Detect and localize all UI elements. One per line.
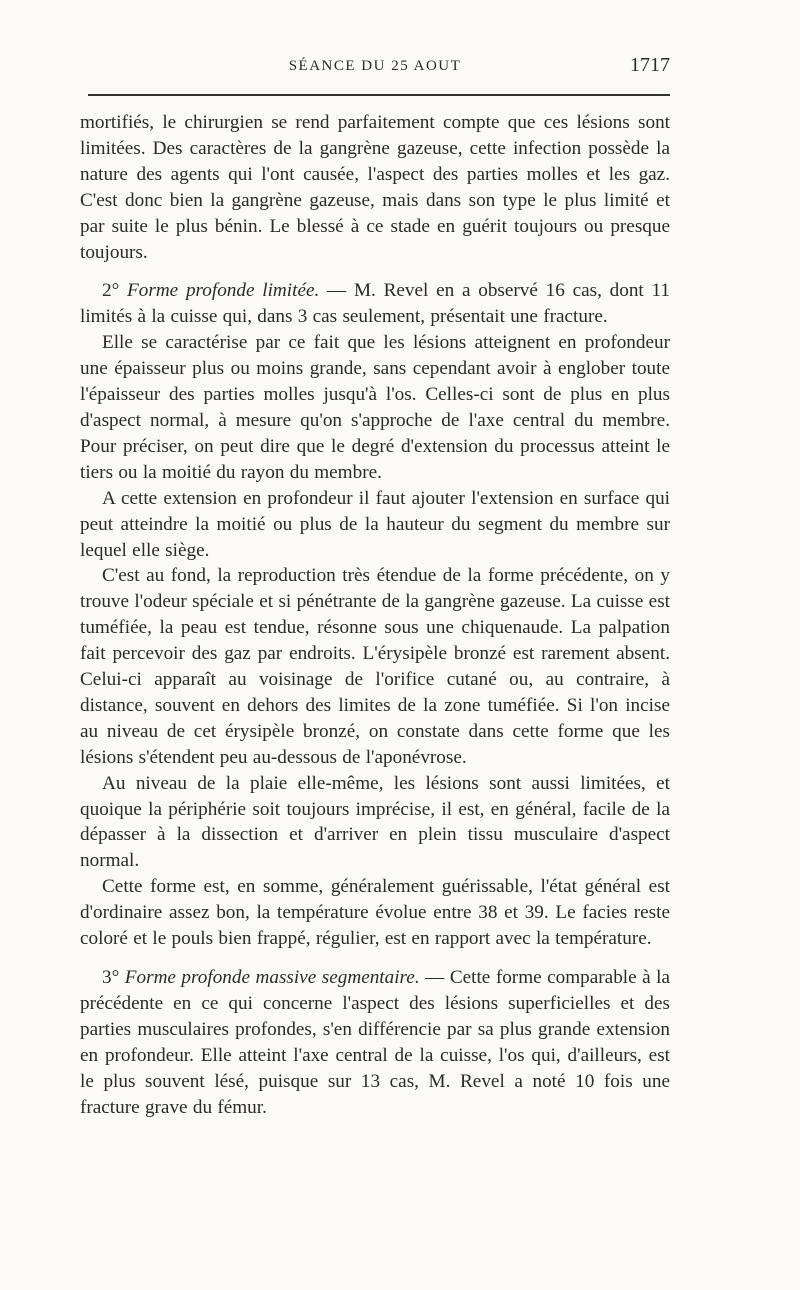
paragraph-5: C'est au fond, la reproduction très étendue de la forme précédente, on y trouve l'odeur spéciale et si pénétrante de la gangrène gazeuse. La cuisse est tuméfiée, la peau est tendue, résonne sous une chiquenaude. La palpation fait percevoir des gaz par endroits. L'érysipèle bronzé est rarement absent. Celui-ci apparaît au voisinage de l'orifice cutané ou, au contraire, à distance, souvent en dehors des limites de la zone tuméfiée. Si l'on incise au niveau de cet érysipèle bronzé, on constate dans cette forme que les lésions s'étendent peu au-dessous de l'aponévrose. xyxy=(80,565,670,768)
paragraph-2-section-heading xyxy=(80,278,670,330)
section-text: — M. Revel en a observé 16 cas, dont 11 limités à la cuisse qui, dans 3 cas seulement, présentait une fracture. xyxy=(80,280,670,328)
paragraph-3: Elle se caractérise par ce fait que les lésions atteignent en profondeur une épaisseur plus ou moins grande, sans cependant avoir à englober toute l'épaisseur des parties molles jusqu'à l'os. Celles-ci sont de plus en plus d'aspect normal, à mesure qu'on s'approche de l'axe central du membre. Pour préciser, on peut dire que le degré d'extension du processus atteint le tiers ou la moitié du rayon du membre. xyxy=(80,332,670,483)
paragraph-1: mortifiés, le chirurgien se rend parfaitement compte que ces lésions sont limitées. Des caractères de la gangrène gazeuse, cette infection possède la nature des agents qui l'ont causée, l'aspect des parties molles et les gaz. C'est donc bien la gangrène gazeuse, mais dans son type le plus limité et par suite le plus bénin. Le blessé à ce stade en guérit toujours ou presque toujours. xyxy=(80,112,670,263)
section-title: Forme profonde massive segmentaire. xyxy=(124,967,420,988)
section-number: 3° xyxy=(102,967,125,988)
section-number: 2° xyxy=(102,280,128,302)
paragraph-6: Au niveau de la plaie elle-même, les lésions sont aussi limitées, et quoique la périphérie soit toujours imprécise, il est, en général, facile de la dépasser à la dissection et d'arriver en plein tissu musculaire d'aspect normal. xyxy=(80,772,670,872)
page-number: 1717 xyxy=(630,54,670,76)
paragraph-8-section-heading xyxy=(80,965,670,1120)
paragraph-4: A cette extension en profondeur il faut ajouter l'extension en surface qui peut atteindre la moitié ou plus de la hauteur du segment du membre sur lequel elle siège. xyxy=(80,487,670,561)
paragraph-7: Cette forme est, en somme, généralement guérissable, l'état général est d'ordinaire assez bon, la température évolue entre 38 et 39. Le facies reste coloré et le pouls bien frappé, régulier, est en rapport avec la température. xyxy=(80,876,670,950)
running-head xyxy=(80,54,670,88)
header-rule xyxy=(88,94,670,96)
body-text xyxy=(80,110,670,1120)
section-title: Forme profonde limitée. xyxy=(127,280,320,302)
section-text: — Cette forme comparable à la précédente en ce qui concerne l'aspect des lésions superficielles et des parties musculaires profondes, s'en différencie par sa plus grande extension en profondeur. Elle atteint l'axe central de la cuisse, l'os qui, d'ailleurs, est le plus souvent lésé, puisque sur 13 cas, M. Revel a noté 10 fois une fracture grave du fémur. xyxy=(80,967,670,1118)
running-title: SÉANCE DU 25 AOUT xyxy=(288,58,462,74)
